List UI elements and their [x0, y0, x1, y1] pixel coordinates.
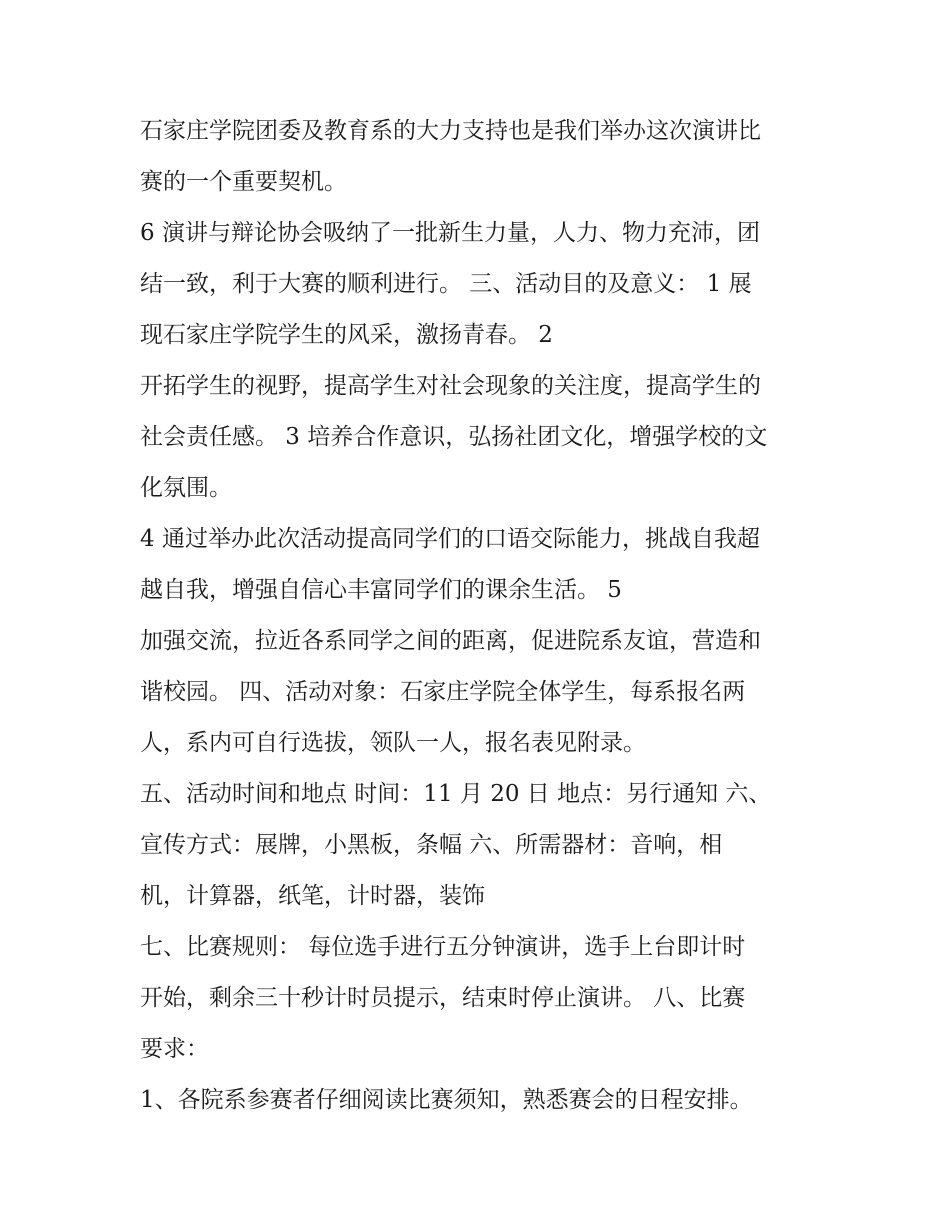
- text-line: 宣传方式：展牌，小黑板，条幅 六、所需器材：音响，相: [140, 832, 723, 858]
- text-line: 结一致，利于大赛的顺利进行。 三、活动目的及意义： 1 展: [140, 271, 752, 297]
- text-line: 石家庄学院团委及教育系的大力支持也是我们举办这次演讲比: [140, 118, 761, 144]
- text-line: 七、比赛规则： 每位选手进行五分钟演讲，选手上台即计时: [140, 934, 746, 960]
- text-line: 1、各院系参赛者仔细阅读比赛须知，熟悉赛会的日程安排。: [140, 1087, 753, 1113]
- text-line: 人，系内可自行选拔，领队一人，报名表见附录。: [140, 730, 646, 756]
- text-line: 要求：: [140, 1036, 209, 1062]
- text-line: 现石家庄学院学生的风采，激扬青春。 2: [140, 322, 553, 348]
- text-line: 加强交流，拉近各系同学之间的距离，促进院系友谊，营造和: [140, 628, 761, 654]
- text-line: 社会责任感。 3 培养合作意识，弘扬社团文化，增强学校的文: [140, 424, 768, 450]
- text-line: 化氛围。: [140, 475, 232, 501]
- text-line: 机，计算器，纸笔，计时器，装饰: [140, 883, 485, 909]
- document-body: [140, 106, 820, 1126]
- text-line: 越自我，增强自信心丰富同学们的课余生活。 5: [140, 577, 622, 603]
- text-line: 开始，剩余三十秒计时员提示，结束时停止演讲。 八、比赛: [140, 985, 746, 1011]
- text-line: 6 演讲与辩论协会吸纳了一批新生力量，人力、物力充沛，团: [140, 220, 760, 246]
- text-line: 谐校园。 四、活动对象：石家庄学院全体学生，每系报名两: [140, 679, 746, 705]
- text-line: 赛的一个重要契机。: [140, 169, 347, 195]
- text-line: 开拓学生的视野，提高学生对社会现象的关注度，提高学生的: [140, 373, 761, 399]
- text-line: 五、活动时间和地点 时间：11 月 20 日 地点：另行通知 六、: [140, 781, 772, 807]
- text-line: 4 通过举办此次活动提高同学们的口语交际能力，挑战自我超: [140, 526, 760, 552]
